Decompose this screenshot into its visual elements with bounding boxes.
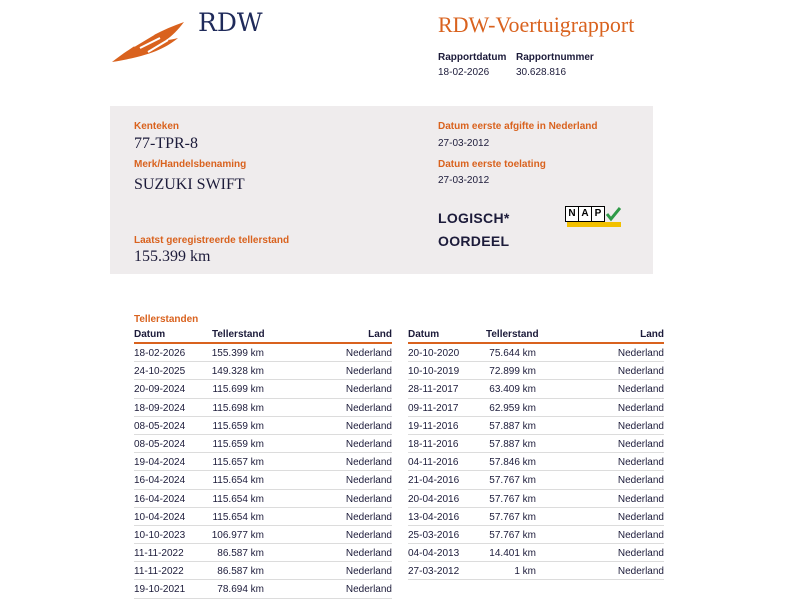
cell-land: Nederland [345,529,392,541]
col-km-header: Tellerstand [486,329,539,340]
cell-land: Nederland [345,511,392,523]
table-row [408,508,664,526]
table-row [134,508,392,526]
readings-title: Tellerstanden [134,314,199,325]
table-row [408,362,664,380]
cell-land: Nederland [617,529,664,541]
cell-date: 20-10-2020 [408,348,460,359]
verdict-line1: LOGISCH* [438,210,510,226]
cell-land: Nederland [617,402,664,414]
cell-land: Nederland [617,348,664,359]
cell-km: 57.846 km [489,457,536,469]
col-date-header: Datum [408,329,440,340]
table-row [408,399,664,417]
odometer-label: Laatst geregistreerde tellerstand [134,235,290,246]
cell-km: 57.767 km [489,529,536,541]
cell-date: 25-03-2016 [408,529,460,541]
cell-km: 62.959 km [489,402,536,414]
make-label: Merk/Handelsbenaming [134,159,247,170]
cell-date: 11-11-2022 [134,548,184,560]
col-km-header: Tellerstand [212,329,265,340]
table-row [408,526,664,544]
cell-km: 57.887 km [489,438,536,450]
report-title: RDW-Voertuigrapport [438,12,635,37]
cell-date: 18-09-2024 [134,402,186,414]
cell-date: 16-04-2024 [134,493,186,505]
cell-km: 86.587 km [217,548,264,560]
cell-land: Nederland [617,366,664,378]
cell-land: Nederland [345,402,392,414]
cell-land: Nederland [345,366,392,378]
cell-date: 08-05-2024 [134,438,186,450]
cell-date: 19-04-2024 [134,457,186,469]
cell-km: 155.399 km [211,348,264,359]
nap-stripe [567,222,621,227]
cell-km: 57.767 km [489,511,536,523]
cell-land: Nederland [345,475,392,487]
cell-km: 57.767 km [489,493,536,505]
nap-letter-n: N [565,206,579,222]
cell-land: Nederland [345,457,392,469]
cell-date: 21-04-2016 [408,475,460,487]
cell-date: 18-11-2016 [408,438,459,450]
cell-land: Nederland [345,438,392,450]
cell-land: Nederland [617,493,664,505]
table-row [408,544,664,562]
cell-date: 13-04-2016 [408,511,460,523]
cell-land: Nederland [617,457,664,469]
table-row [134,580,392,598]
col-land-header: Land [368,329,392,340]
table-row [408,453,664,471]
cell-date: 10-10-2019 [408,366,460,378]
cell-land: Nederland [617,384,664,396]
cell-date: 08-05-2024 [134,420,186,432]
cell-km: 72.899 km [489,366,536,378]
report-number-label: Rapportnummer [516,52,594,63]
readings-table-left [134,329,392,599]
table-row [408,417,664,435]
cell-land: Nederland [617,420,664,432]
first-registration-nl-value: 27-03-2012 [438,138,490,149]
cell-km: 57.887 km [489,420,536,432]
table-row [134,526,392,544]
checkmark-icon [605,206,621,222]
cell-date: 11-11-2022 [134,566,184,578]
table-header [134,329,392,344]
table-header [408,329,664,344]
table-row [408,471,664,489]
cell-km: 115.698 km [212,402,264,414]
cell-date: 09-11-2017 [408,402,459,414]
plate-label: Kenteken [134,121,180,132]
cell-km: 115.699 km [212,384,264,396]
cell-date: 27-03-2012 [408,566,460,578]
first-admission-label: Datum eerste toelating [438,159,546,170]
cell-km: 78.694 km [217,584,264,596]
table-row [408,435,664,453]
cell-km: 106.977 km [211,529,264,541]
cell-date: 19-10-2021 [134,584,186,596]
cell-land: Nederland [617,511,664,523]
col-date-header: Datum [134,329,166,340]
report-date: 18-02-2026 [438,67,490,78]
table-row [408,380,664,398]
first-admission-value: 27-03-2012 [438,175,490,186]
cell-date: 20-04-2016 [408,493,460,505]
cell-date: 04-04-2013 [408,548,460,560]
odometer-value: 155.399 km [134,248,211,265]
make-value: SUZUKI SWIFT [134,176,245,193]
table-row [134,544,392,562]
cell-land: Nederland [617,548,664,560]
cell-land: Nederland [345,420,392,432]
cell-land: Nederland [345,384,392,396]
cell-date: 16-04-2024 [134,475,186,487]
plate-value: 77-TPR-8 [134,135,198,152]
cell-km: 149.328 km [211,366,264,378]
table-row [134,417,392,435]
readings-table-right [408,329,664,580]
cell-land: Nederland [345,348,392,359]
cell-km: 115.654 km [212,493,264,505]
cell-land: Nederland [617,475,664,487]
cell-km: 115.654 km [212,511,264,523]
table-row [134,453,392,471]
report-number: 30.628.816 [516,67,567,78]
first-registration-nl-label: Datum eerste afgifte in Nederland [438,121,598,132]
cell-km: 14.401 km [489,548,536,560]
cell-km: 115.654 km [212,475,264,487]
cell-land: Nederland [345,493,392,505]
table-row [134,362,392,380]
table-row [134,435,392,453]
cell-date: 10-04-2024 [134,511,186,523]
cell-date: 20-09-2024 [134,384,186,396]
cell-km: 1 km [514,566,536,578]
table-row [408,562,664,580]
rdw-logo-icon [110,18,190,66]
cell-km: 57.767 km [489,475,536,487]
cell-km: 75.644 km [489,348,536,359]
cell-land: Nederland [345,584,392,596]
cell-land: Nederland [617,438,664,450]
table-row [134,344,392,362]
cell-km: 86.587 km [217,566,264,578]
cell-land: Nederland [617,566,664,578]
table-row [408,490,664,508]
cell-date: 28-11-2017 [408,384,459,396]
cell-km: 115.659 km [212,438,264,450]
nap-letter-a: A [578,206,592,222]
cell-date: 24-10-2025 [134,366,186,378]
table-row [134,380,392,398]
cell-date: 19-11-2016 [408,420,459,432]
table-row [134,399,392,417]
col-land-header: Land [640,329,664,340]
cell-date: 10-10-2023 [134,529,186,541]
table-row [134,490,392,508]
cell-km: 115.657 km [212,457,264,469]
verdict-line2: OORDEEL [438,233,510,249]
brand-name: RDW [198,8,263,37]
cell-km: 63.409 km [489,384,536,396]
report-date-label: Rapportdatum [438,52,507,63]
cell-land: Nederland [345,566,392,578]
table-row [408,344,664,362]
cell-land: Nederland [345,548,392,560]
table-row [134,471,392,489]
nap-logo [565,206,623,228]
cell-km: 115.659 km [212,420,264,432]
cell-date: 04-11-2016 [408,457,459,469]
table-row [134,562,392,580]
nap-letter-p: P [591,206,605,222]
cell-date: 18-02-2026 [134,348,186,359]
